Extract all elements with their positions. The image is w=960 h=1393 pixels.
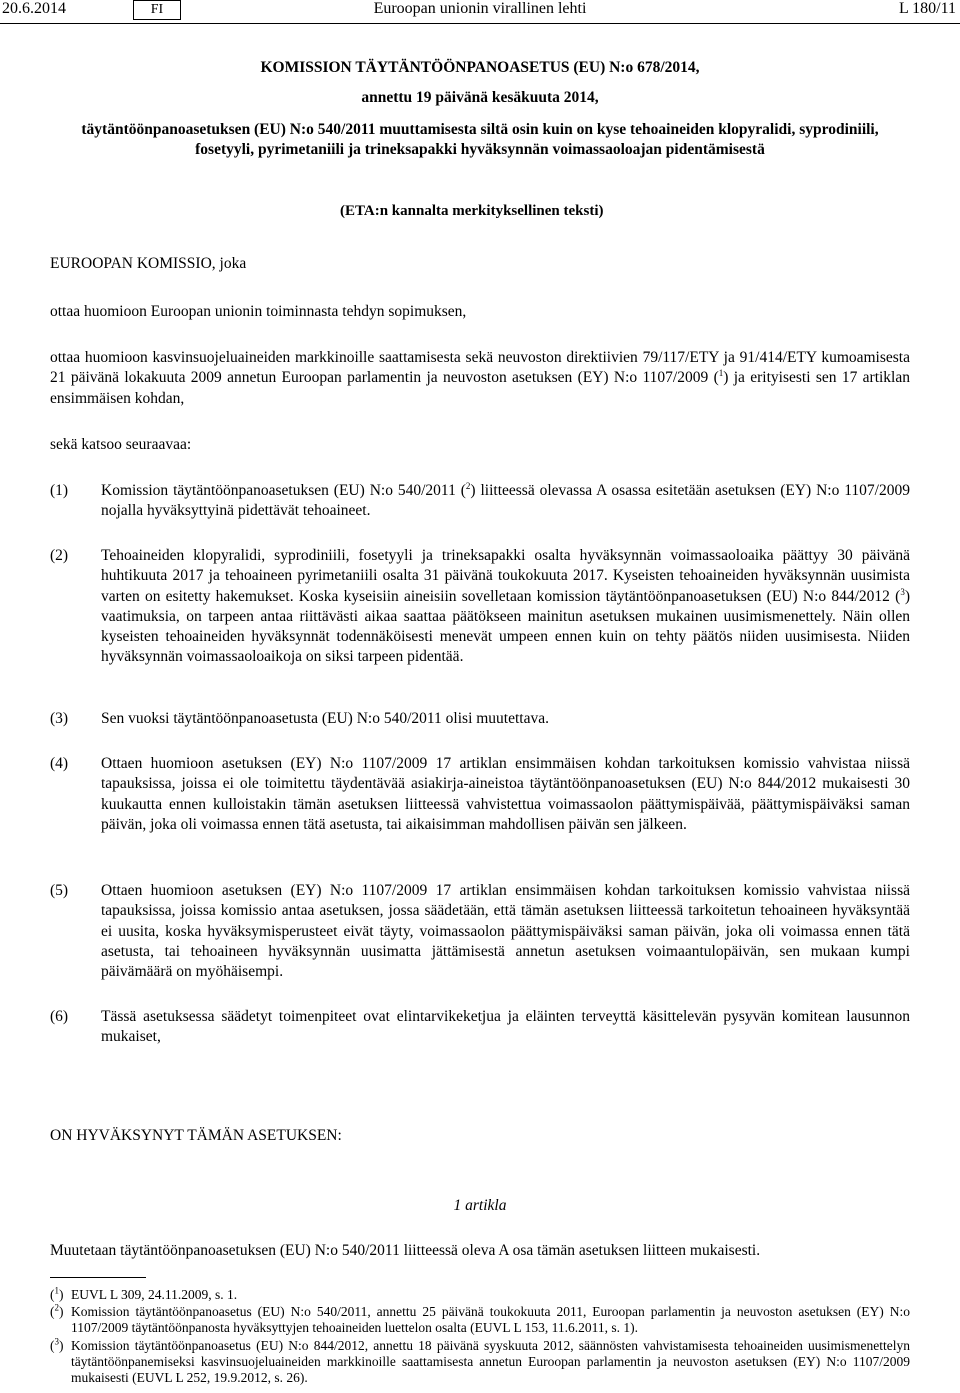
citation-treaty: ottaa huomioon Euroopan unionin toiminnasta tehdyn sopimuksen, <box>50 303 467 320</box>
footnote: ($^2$) Komission täytäntöönpanoasetus (EU) N:o 540/2011, annettu 25 päivänä toukokuuta 2011, Euroopan parlamentin ja neuvoston asetuksen (EY) N:o 1107/2009 täytäntöönpanosta hyväksyttyjen tehoaineiden luettelon osalta (EUVL L 153, 11.6.2011, s. 1). <box>50 1302 910 1336</box>
regulation-subject: täytäntöönpanoasetuksen (EU) N:o 540/2011 muuttamisesta siltä osin kuin on kyse tehoaineiden klopyralidi, syprodiniili, fosetyyli, pyrimetaniili ja trineksapakki hyväksynnän voimassaoloajan pidentämisestä <box>81 121 879 158</box>
header-rule <box>0 23 960 24</box>
regulation-date: annettu 19 päivänä kesäkuuta 2014, <box>361 89 599 106</box>
article-text: Muutetaan täytäntöönpanoasetuksen (EU) N:o 540/2011 liitteessä oleva A osa tämän asetuksen liitteen mukaisesti. <box>50 1242 761 1259</box>
language-badge: FI <box>133 0 181 20</box>
journal-name: Euroopan unionin virallinen lehti <box>373 0 587 17</box>
footnote-ref: 1 <box>718 368 724 379</box>
footnote: ($^3$) Komission täytäntöönpanoasetus (EU) N:o 844/2012, annettu 18 päivänä syyskuuta 2012, säännösten vahvistamisesta tehoaineiden uusimismenettelyn täytäntöönpanemiseksi kasvinsuojeluaineiden markkinoille saattamisesta annetun Euroopan parlamentin ja neuvoston asetuksen (EY) N:o 1107/2009 mukaisesti (EUVL L 252, 19.9.2012, s. 26). <box>50 1336 910 1386</box>
page-number: L 180/11 <box>898 0 956 17</box>
footnote-ref: 3 <box>900 586 905 597</box>
recital: (6) Tässä asetuksessa säädetyt toimenpiteet ovat elintarvikeketjua ja eläinten terveyttä käsittelevän pysyvän komitean lausunnon mukaiset, <box>50 1008 910 1046</box>
citation-regulation: ottaa huomioon kasvinsuojeluaineiden markkinoille saattamisesta sekä neuvoston direktiivien 79/117/ETY ja 91/414/ETY kumoamisesta 21 päivänä lokakuuta 2009 annetun Euroopan parlamentin ja neuvoston asetuksen (EY) N:o 1107/2009 ($^1$) ja erityisesti sen 17 artiklan ensimmäisen kohdan, <box>50 349 910 407</box>
commission-line: EUROOPAN KOMISSIO, joka <box>50 255 247 272</box>
recital: (3) Sen vuoksi täytäntöönpanoasetusta (EU) N:o 540/2011 olisi muutettava. <box>50 710 549 727</box>
footnote-rule <box>50 1277 146 1278</box>
recital: (4) Ottaen huomioon asetuksen (EY) N:o 1107/2009 17 artiklan ensimmäisen kohdan tarkoituksen komissio vahvistaa niissä tapauksissa, joissa ei ole toimitettu täydentävää asiakirja-aineistoa täytäntöönpanoasetuksen (EU) N:o 844/2012 mukaisesti 30 kuukautta ennen kulloistakin tämän asetuksen liitteessä vahvistettua voimassaolon päättymispäivää, päättymispäiväksi saman päivän, joka oli voimassa ennen tätä asetusta, tai aikaisimman mahdollisen päivän sen jälkeen. <box>50 755 910 833</box>
whereas-line: sekä katsoo seuraavaa: <box>50 436 192 453</box>
footnote: ($^1$) EUVL L 309, 24.11.2009, s. 1. <box>50 1285 238 1302</box>
footnote-ref: 2 <box>465 480 471 491</box>
recital: (2) Tehoaineiden klopyralidi, syprodiniili, fosetyyli ja trineksapakki osalta hyväksynnän voimassaoloaika päättyy 30 päivänä huhtikuuta 2017 ja tehoaineen pyrimetaniili osalta 31 päivänä toukokuuta 2017. Kyseisten tehoaineiden hyväksynnän uusimista varten on esitetty hakemukset. Koska kyseisiin aineisiin sovelletaan komission täytäntöönpanoasetuksen (EU) N:o 844/2012 ($^3$) vaatimuksia, on tarpeen antaa riittävästi aikaa saattaa päätökseen mainitun asetuksen mukainen uusimismenettely. Näin ollen kyseisten tehoaineiden hyväksynnät todennäköisesti menevät umpeen ennen kuin on tehty päätös niiden uusimisesta. Niiden hyväksynnän voimassaoloaikoja on siksi tarpeen pidentää. <box>50 547 910 666</box>
publication-date: 20.6.2014 <box>2 0 66 17</box>
adoption-line: ON HYVÄKSYNYT TÄMÄN ASETUKSEN: <box>50 1127 342 1144</box>
recital: (1) Komission täytäntöönpanoasetuksen (EU) N:o 540/2011 ($^2$) liitteessä olevassa A osassa esitetään asetuksen (EY) N:o 1107/2009 nojalla hyväksyttyinä pidettävät tehoaineet. <box>50 480 910 520</box>
article-heading: 1 artikla <box>453 1197 507 1214</box>
eea-relevance: (ETA:n kannalta merkityksellinen teksti) <box>340 203 604 219</box>
recital: (5) Ottaen huomioon asetuksen (EY) N:o 1107/2009 17 artiklan ensimmäisen kohdan tarkoituksen komissio vahvistaa niissä tapauksissa, joissa komissio antaa asetuksen, jossa säädetään, että tämän asetuksen liitteessä tarkoitetun tehoaineen hyväksyntää ei uusita, koska hyväksymisperusteet eivät täyty, voimassaolon päättymispäiväksi saman päivän, joka oli voimassa ennen tätä asetusta, tai tehoaineen hyväksynnän uusimatta jättämisestä annetun asetuksen voimaantulopäivän, sen mukaan kumpi päivämäärä on myöhäisempi. <box>50 882 910 981</box>
regulation-title: KOMISSION TÄYTÄNTÖÖNPANOASETUS (EU) N:o 678/2014, <box>260 59 700 76</box>
